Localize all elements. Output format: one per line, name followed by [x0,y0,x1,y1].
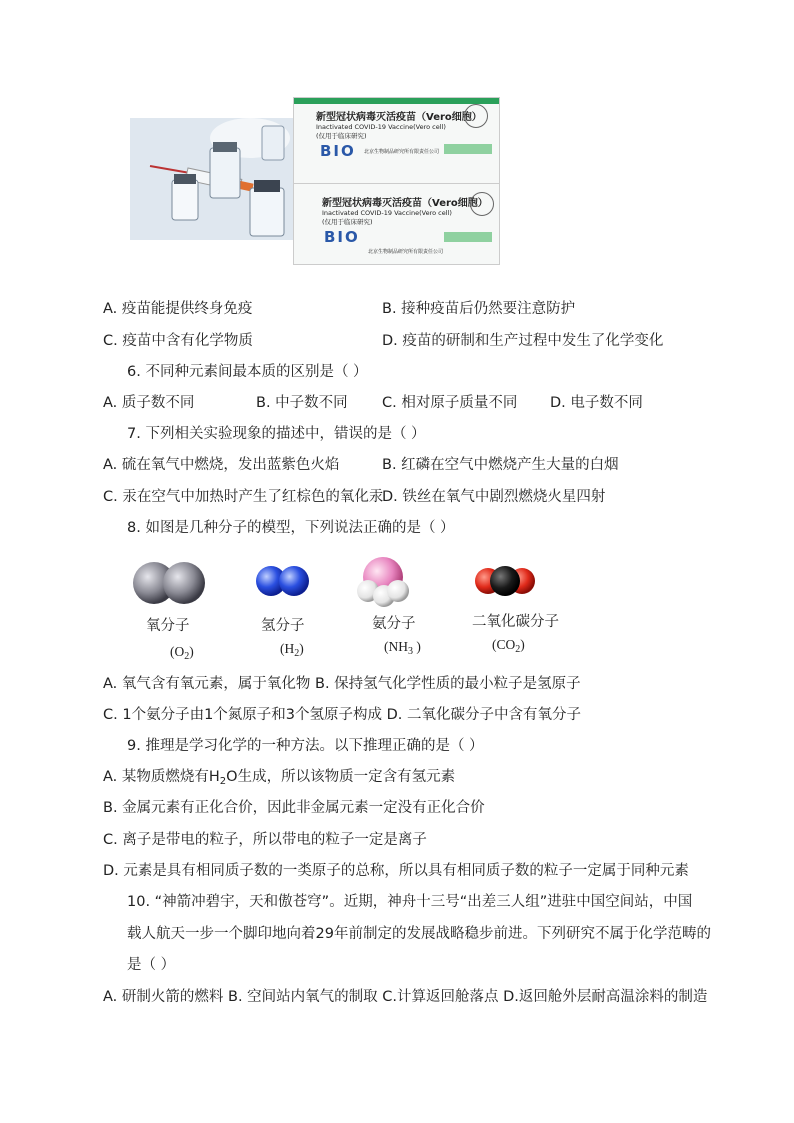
ammonia-molecule-model [357,557,409,607]
q10-stem-line3: 是（ ） [127,957,176,973]
box-brand-top: BIO [320,142,356,160]
q5-option-b: B. 接种疫苗后仍然要注意防护 [382,301,576,317]
molecule-name-hydrogen: 氢分子 [261,618,305,634]
q10-options: A. 研制火箭的燃料 B. 空间站内氧气的制取 C.计算返回舱落点 D.返回舱外层耐高温涂料的制造 [103,989,708,1005]
q7-option-a: A. 硫在氧气中燃烧，发出蓝紫色火焰 [103,457,340,473]
q6-option-c: C. 相对原子质量不同 [382,395,518,411]
box-dose-label-bottom [444,232,492,242]
q7-option-b: B. 红磷在空气中燃烧产生大量的白烟 [382,457,619,473]
molecule-name-ammonia: 氨分子 [372,616,416,632]
box-subtitle-top: Inactivated COVID-19 Vaccine(Vero cell) [316,123,446,131]
q7-option-d: D. 铁丝在氧气中剧烈燃烧火星四射 [382,489,606,505]
q5-option-d: D. 疫苗的研制和生产过程中发生了化学变化 [382,333,664,349]
q9-option-d: D. 元素是具有相同质子数的一类原子的总称，所以具有相同质子数的粒子一定属于同种元素 [103,863,689,879]
q9-stem: 9. 推理是学习化学的一种方法。以下推理正确的是（ ） [127,738,484,754]
molecule-name-carbon-dioxide: 二氧化碳分子 [472,614,559,630]
molecule-name-oxygen: 氧分子 [146,618,190,634]
q8-stem: 8. 如图是几种分子的模型，下列说法正确的是（ ） [127,520,455,536]
q7-option-c: C. 汞在空气中加热时产生了红棕色的氧化汞 [103,489,384,505]
hydrogen-molecule-model [256,566,309,596]
q10-stem-line1: 10. “神箭冲碧宇，天和傲苍穹”。近期，神舟十三号“出差三人组”进驻中国空间站，中国 [127,894,693,910]
q6-stem: 6. 不同种元素间最本质的区别是（ ） [127,364,368,380]
box-note-top: (仅用于临床研究) [316,132,367,140]
q6-option-b: B. 中子数不同 [256,395,348,411]
q9-option-b: B. 金属元素有正化合价，因此非金属元素一定没有正化合价 [103,800,485,816]
oxygen-molecule-model [133,562,205,604]
formula-carbon-dioxide: $(CO_2)$ [492,637,525,655]
q10-stem-line2: 载人航天一步一个脚印地向着29年前制定的发展战略稳步前进。下列研究不属于化学范畴的 [127,926,711,942]
formula-ammonia: ($NH_3$ ) [384,639,421,657]
box-title-top: 新型冠状病毒灭活疫苗（Vero细胞） [316,112,482,123]
vaccine-photo [130,118,294,240]
box-note-bottom: (仅用于临床研究) [322,218,373,226]
q8-options-ab: A. 氧气含有氧元素，属于氧化物 B. 保持氢气化学性质的最小粒子是氢原子 [103,676,581,692]
carbon-dioxide-molecule-model [475,566,535,596]
q6-option-d: D. 电子数不同 [550,395,643,411]
box-maker-bottom: 北京生物制品研究所有限责任公司 [368,249,444,255]
box-dose-label [444,144,492,154]
q8-options-cd: C. 1个氨分子由1个氮原子和3个氢原子构成 D. 二氧化碳分子中含有氧分子 [103,707,582,723]
box-maker-top: 北京生物制品研究所有限责任公司 [364,149,440,155]
box-brand-bottom: BIO [324,228,360,246]
formula-oxygen: $(O_2)$ [170,644,194,662]
formula-hydrogen: $(H_2)$ [280,641,304,659]
q9-option-c: C. 离子是带电的粒子，所以带电的粒子一定是离子 [103,832,427,848]
vaccine-box-top [293,97,500,185]
logo-emblem-icon [470,192,494,216]
q5-option-c: C. 疫苗中含有化学物质 [103,333,253,349]
q9-option-a: A. 某物质燃烧有$H_2O$生成，所以该物质一定含有氢元素 [103,769,456,787]
q6-option-a: A. 质子数不同 [103,395,195,411]
logo-emblem-icon [464,104,488,128]
vials-and-syringe-illustration [130,118,294,240]
box-title-bottom: 新型冠状病毒灭活疫苗（Vero细胞） [322,198,488,209]
molecule-models [110,548,670,618]
q7-stem: 7. 下列相关实验现象的描述中，错误的是（ ） [127,426,426,442]
q5-option-a: A. 疫苗能提供终身免疫 [103,301,253,317]
box-subtitle-bottom: Inactivated COVID-19 Vaccine(Vero cell) [322,209,452,217]
vaccine-box-bottom [293,183,500,265]
